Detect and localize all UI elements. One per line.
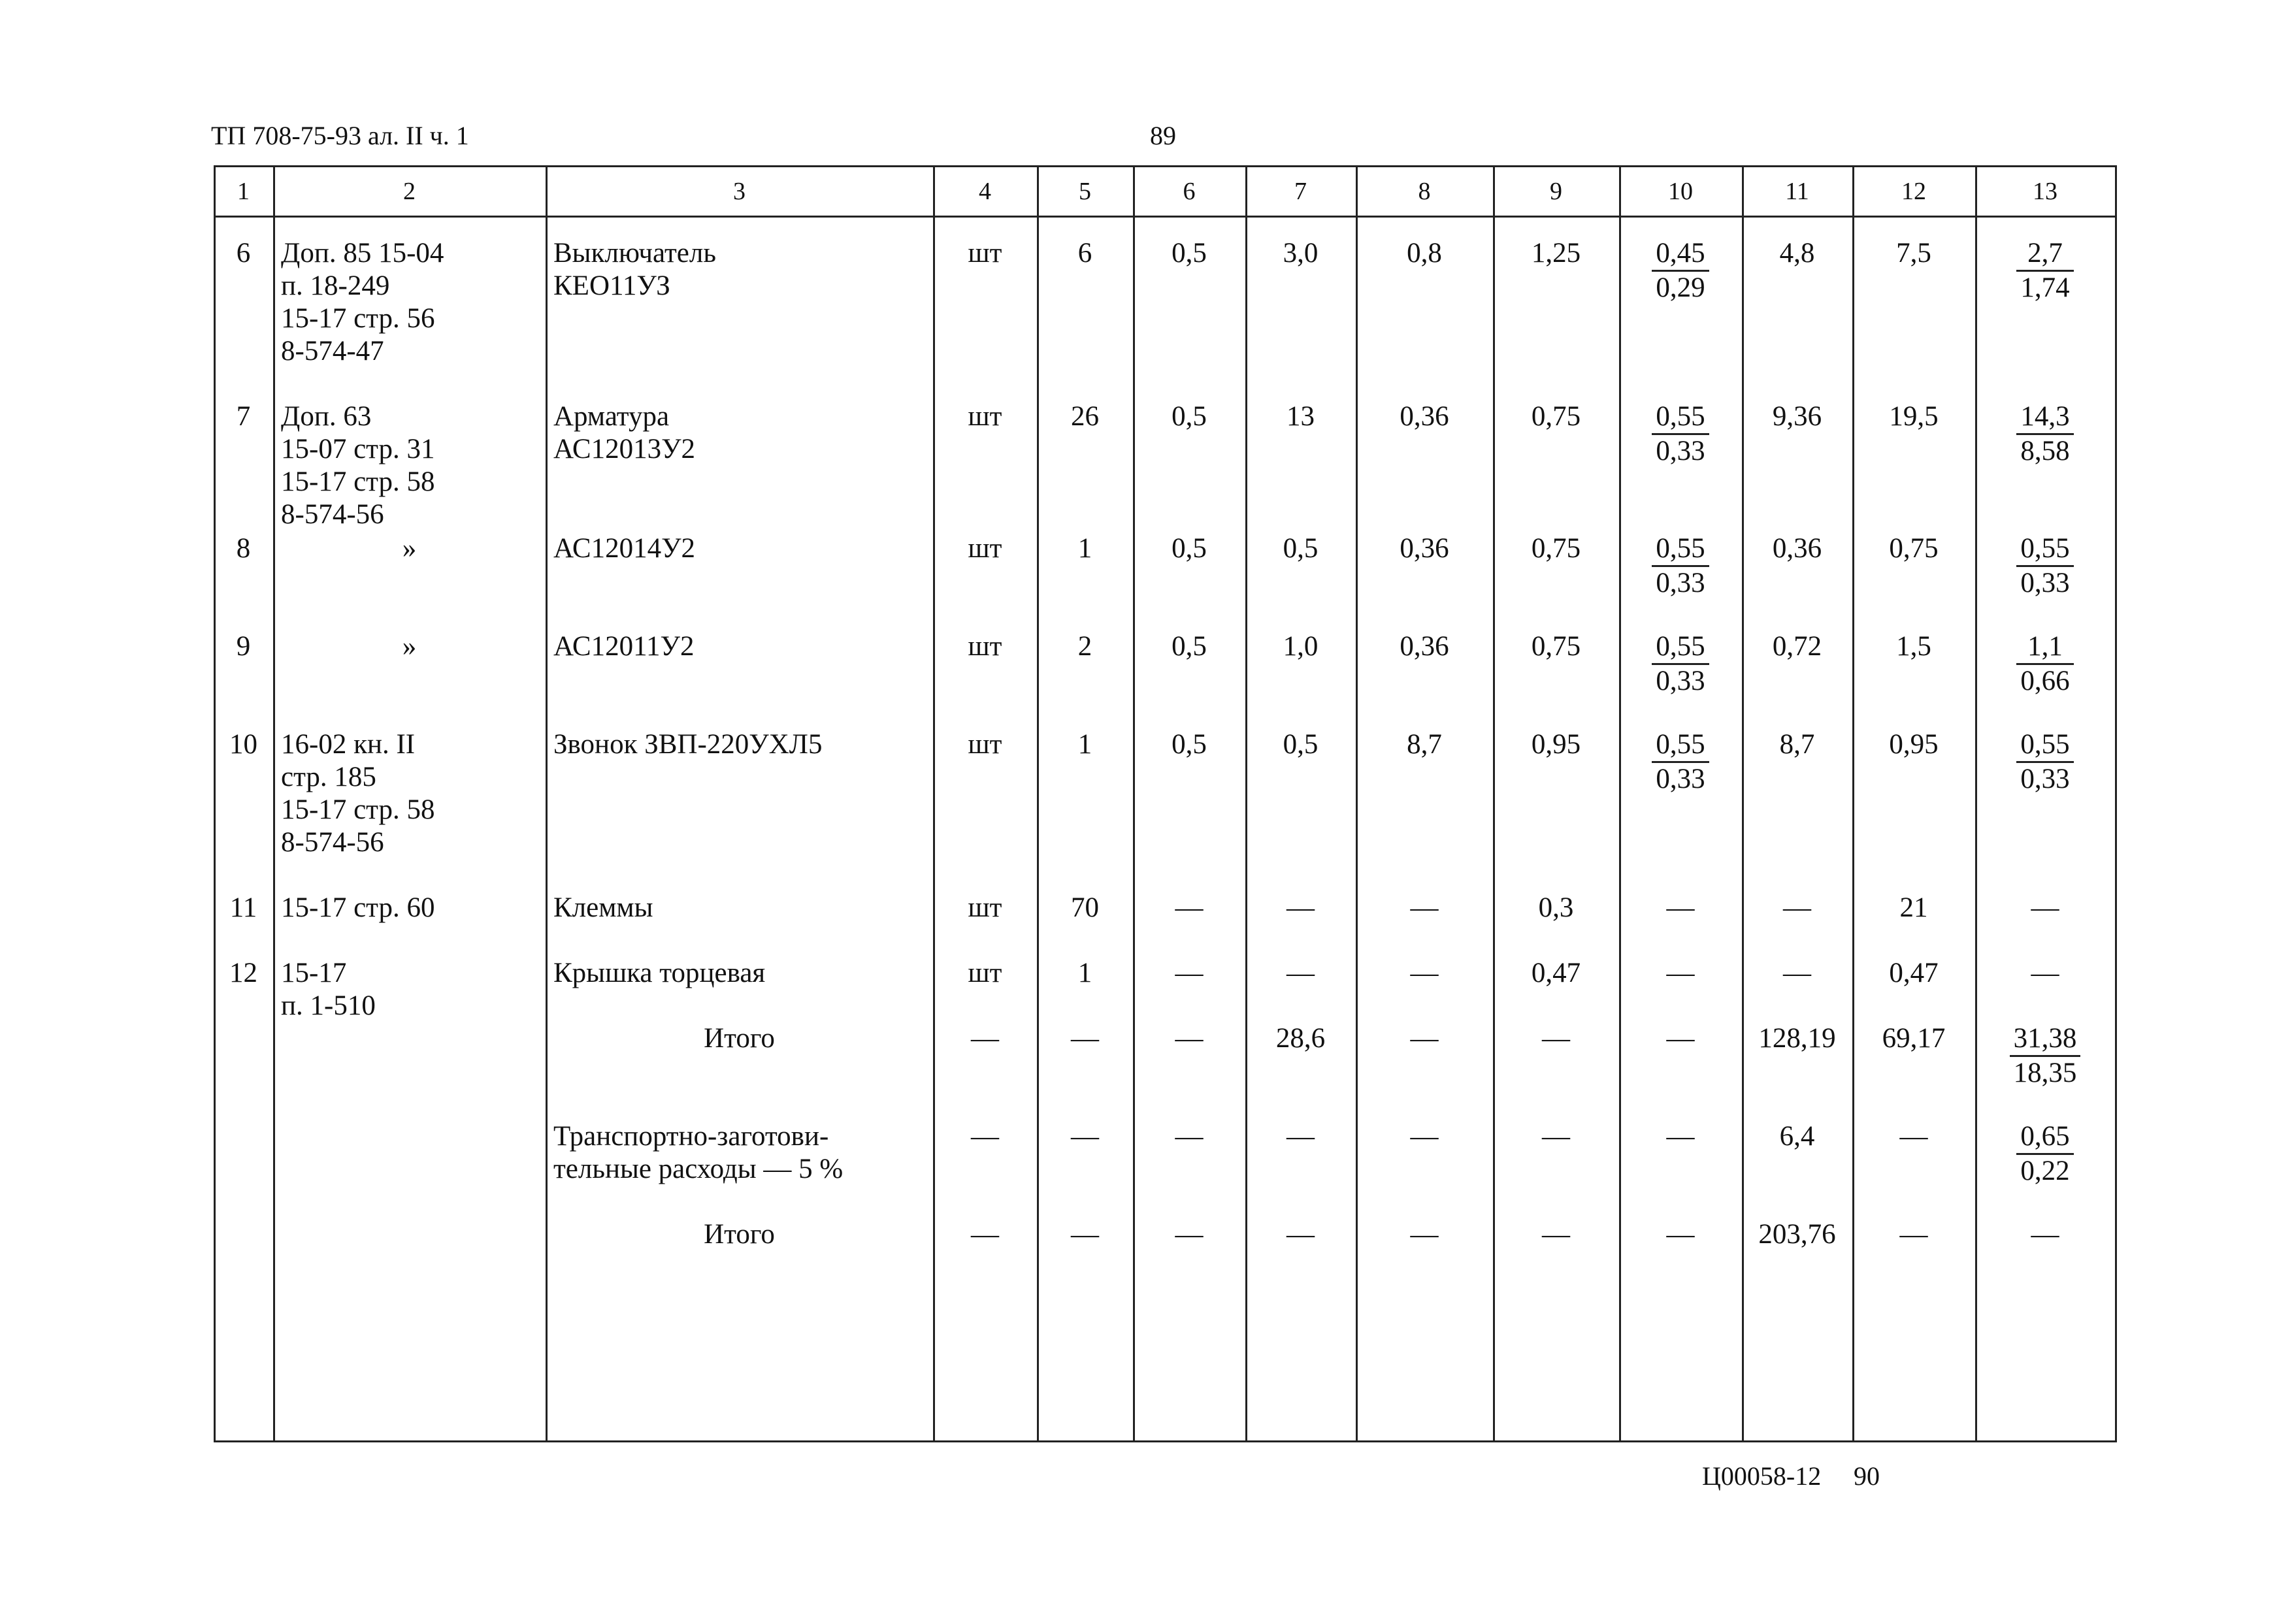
value-cell: 13	[1286, 401, 1315, 432]
fraction	[1652, 532, 1709, 600]
column-number: 4	[979, 178, 991, 205]
value-cell: 0,47	[1889, 958, 1939, 988]
value-cell: 0,5	[1283, 533, 1319, 564]
column-line	[214, 165, 216, 1440]
value-cell: 0,75	[1531, 401, 1581, 432]
value-cell: 2	[1077, 631, 1092, 662]
fraction	[2016, 1120, 2073, 1188]
fraction-cell	[1619, 400, 1742, 468]
summary-label: тельные расходы — 5 %	[553, 1154, 844, 1184]
column-number: 6	[1183, 178, 1196, 205]
reference-cell: 15-17 стр. 60	[281, 892, 435, 923]
value-cell: —	[1410, 1219, 1439, 1250]
value-cell: 0,75	[1531, 533, 1581, 564]
item-name: Арматура	[553, 401, 670, 432]
value-cell: 0,3	[1538, 892, 1574, 923]
value-cell: 1,5	[1896, 631, 1931, 662]
fraction-cell	[1975, 237, 2115, 304]
fraction-numerator: 31,38	[2010, 1022, 2081, 1057]
item-name: АС12014У2	[553, 533, 696, 564]
page-number: 89	[1150, 121, 1176, 150]
value-cell: —	[1410, 1121, 1439, 1152]
unit-cell: шт	[968, 631, 1002, 662]
column-number: 9	[1550, 178, 1562, 205]
value-cell: —	[1410, 958, 1439, 988]
value-cell: 26	[1071, 401, 1099, 432]
reference-cell: 15-17 стр. 58	[281, 466, 435, 497]
fraction-numerator: 0,55	[1652, 400, 1709, 435]
reference-cell: 15-17 стр. 56	[281, 303, 435, 334]
reference-cell: 15-17 стр. 58	[281, 794, 435, 825]
unit-cell: шт	[968, 729, 1002, 760]
value-cell: —	[1410, 892, 1439, 923]
value-cell: 0,36	[1400, 533, 1449, 564]
unit-cell: шт	[968, 533, 1002, 564]
value-cell: 0,36	[1772, 533, 1822, 564]
value-cell: 203,76	[1758, 1219, 1836, 1250]
value-cell: —	[2031, 1219, 2059, 1250]
fraction-denominator: 8,58	[2020, 436, 2070, 466]
fraction-numerator: 1,1	[2016, 630, 2073, 665]
reference-cell: »	[402, 533, 417, 564]
value-cell: 1	[1077, 729, 1092, 760]
reference-cell: 8-574-47	[281, 336, 384, 366]
value-cell: —	[1071, 1121, 1099, 1152]
footer-page-number: 90	[1854, 1461, 1880, 1491]
column-number: 3	[733, 178, 746, 205]
value-cell: —	[1542, 1121, 1570, 1152]
value-cell: 28,6	[1275, 1023, 1326, 1054]
column-line	[273, 165, 275, 1440]
unit-cell: шт	[968, 958, 1002, 988]
column-number: 11	[1785, 178, 1809, 205]
row-number: 11	[229, 892, 257, 923]
value-cell: 0,8	[1407, 238, 1442, 268]
value-cell: —	[1666, 1121, 1695, 1152]
column-number: 12	[1901, 178, 1926, 205]
value-cell: 4,8	[1779, 238, 1815, 268]
fraction-numerator: 0,55	[2016, 728, 2073, 763]
value-cell: 19,5	[1889, 401, 1939, 432]
value-cell: —	[1783, 958, 1811, 988]
fraction-numerator: 0,65	[2016, 1120, 2073, 1155]
fraction	[1652, 728, 1709, 796]
value-cell: 128,19	[1758, 1023, 1836, 1054]
unit-cell: —	[971, 1023, 999, 1054]
fraction	[2016, 630, 2073, 698]
summary-label: Итого	[704, 1023, 775, 1054]
value-cell: 0,95	[1531, 729, 1581, 760]
value-cell: —	[2031, 892, 2059, 923]
fraction	[1652, 400, 1709, 468]
item-name: Клеммы	[553, 892, 653, 923]
fraction-cell	[1975, 1120, 2115, 1188]
value-cell: 0,75	[1531, 631, 1581, 662]
unit-cell: шт	[968, 892, 1002, 923]
row-line	[214, 216, 2117, 218]
fraction-cell	[1975, 532, 2115, 600]
fraction-cell	[1619, 630, 1742, 698]
value-cell: —	[1175, 892, 1204, 923]
fraction-cell	[1975, 400, 2115, 468]
value-cell: 7,5	[1896, 238, 1931, 268]
row-number: 10	[229, 729, 257, 760]
value-cell: —	[1899, 1219, 1928, 1250]
reference-cell: п. 1-510	[281, 990, 376, 1021]
value-cell: 8,7	[1779, 729, 1815, 760]
value-cell: —	[1071, 1219, 1099, 1250]
row-number: 12	[229, 958, 257, 988]
item-name: АС12011У2	[553, 631, 695, 662]
fraction	[2016, 532, 2073, 600]
value-cell: —	[2031, 958, 2059, 988]
row-number: 9	[236, 631, 251, 662]
fraction-denominator: 0,33	[1656, 764, 1705, 794]
fraction-numerator: 0,55	[1652, 532, 1709, 567]
value-cell: —	[1666, 1219, 1695, 1250]
value-cell: —	[1666, 958, 1695, 988]
fraction	[1652, 630, 1709, 698]
fraction	[2016, 237, 2073, 304]
fraction-denominator: 0,33	[1656, 568, 1705, 598]
fraction-denominator: 0,33	[1656, 436, 1705, 466]
column-number: 2	[403, 178, 416, 205]
unit-cell: —	[971, 1219, 999, 1250]
value-cell: 21	[1899, 892, 1928, 923]
fraction-denominator: 0,33	[1656, 666, 1705, 696]
value-cell: 0,5	[1172, 238, 1207, 268]
value-cell: —	[1071, 1023, 1099, 1054]
value-cell: 69,17	[1882, 1023, 1946, 1054]
reference-cell: 15-07 стр. 31	[281, 434, 435, 464]
value-cell: —	[1175, 958, 1204, 988]
column-number: 5	[1079, 178, 1091, 205]
fraction	[2010, 1022, 2081, 1090]
fraction-denominator: 0,29	[1656, 272, 1705, 303]
value-cell: —	[1286, 1121, 1315, 1152]
fraction-numerator: 0,55	[1652, 728, 1709, 763]
value-cell: 0,75	[1889, 533, 1939, 564]
value-cell: —	[1175, 1023, 1204, 1054]
item-name: Крышка торцевая	[553, 958, 766, 988]
row-line	[214, 1440, 2117, 1442]
value-cell: 6	[1077, 238, 1092, 268]
value-cell: 0,5	[1172, 729, 1207, 760]
value-cell: 0,5	[1283, 729, 1319, 760]
reference-cell: »	[402, 631, 417, 662]
item-name: АС12013У2	[553, 434, 696, 464]
fraction-numerator: 14,3	[2016, 400, 2073, 435]
fraction-cell	[1975, 728, 2115, 796]
fraction-numerator: 2,7	[2016, 237, 2073, 272]
value-cell: 0,95	[1889, 729, 1939, 760]
value-cell: —	[1666, 1023, 1695, 1054]
fraction	[2016, 728, 2073, 796]
reference-cell: стр. 185	[281, 762, 376, 792]
value-cell: 0,72	[1772, 631, 1822, 662]
column-number: 13	[2033, 178, 2057, 205]
value-cell: 8,7	[1407, 729, 1442, 760]
value-cell: 1	[1077, 958, 1092, 988]
value-cell: —	[1286, 1219, 1315, 1250]
column-number: 10	[1668, 178, 1693, 205]
fraction-cell	[1619, 532, 1742, 600]
value-cell: —	[1899, 1121, 1928, 1152]
fraction-cell	[1619, 237, 1742, 304]
fraction-cell	[1975, 1022, 2115, 1090]
fraction-denominator: 18,35	[2013, 1058, 2077, 1088]
reference-cell: 16-02 кн. II	[281, 729, 416, 760]
fraction-cell	[1619, 728, 1742, 796]
item-name: КЕО11УЗ	[553, 270, 670, 301]
summary-label: Транспортно-заготови-	[553, 1121, 829, 1152]
unit-cell: шт	[968, 401, 1002, 432]
unit-cell: шт	[968, 238, 1002, 268]
fraction-numerator: 0,55	[2016, 532, 2073, 567]
value-cell: 0,5	[1172, 631, 1207, 662]
column-number: 7	[1294, 178, 1307, 205]
value-cell: —	[1542, 1219, 1570, 1250]
value-cell: 0,5	[1172, 401, 1207, 432]
value-cell: 9,36	[1772, 401, 1822, 432]
document-code: ТП 708-75-93 ал. II ч. 1	[211, 121, 469, 150]
value-cell: 70	[1071, 892, 1099, 923]
fraction-cell	[1975, 630, 2115, 698]
value-cell: 0,36	[1400, 631, 1449, 662]
item-name: Звонок ЗВП-220УХЛ5	[553, 729, 823, 760]
value-cell: —	[1666, 892, 1695, 923]
reference-cell: 8-574-56	[281, 827, 384, 858]
column-number: 1	[237, 178, 250, 205]
column-line	[2115, 165, 2117, 1440]
value-cell: —	[1542, 1023, 1570, 1054]
value-cell: 1	[1077, 533, 1092, 564]
reference-cell: 15-17	[281, 958, 347, 988]
reference-cell: п. 18-249	[281, 270, 390, 301]
fraction	[2016, 400, 2073, 468]
value-cell: —	[1286, 892, 1315, 923]
value-cell: 0,36	[1400, 401, 1449, 432]
fraction-numerator: 0,45	[1652, 237, 1709, 272]
footer-code: Ц00058-12	[1702, 1461, 1822, 1491]
value-cell: —	[1175, 1219, 1204, 1250]
unit-cell: —	[971, 1121, 999, 1152]
fraction-denominator: 0,22	[2020, 1156, 2070, 1186]
fraction-numerator: 0,55	[1652, 630, 1709, 665]
row-line	[214, 165, 2117, 167]
value-cell: 6,4	[1779, 1121, 1815, 1152]
fraction-denominator: 0,66	[2020, 666, 2070, 696]
value-cell: 0,47	[1531, 958, 1581, 988]
fraction-denominator: 0,33	[2020, 764, 2070, 794]
row-number: 8	[236, 533, 251, 564]
value-cell: 1,0	[1283, 631, 1319, 662]
value-cell: —	[1783, 892, 1811, 923]
value-cell: —	[1410, 1023, 1439, 1054]
value-cell: —	[1175, 1121, 1204, 1152]
value-cell: 0,5	[1172, 533, 1207, 564]
value-cell: 1,25	[1531, 238, 1581, 268]
fraction	[1652, 237, 1709, 304]
item-name: Выключатель	[553, 238, 716, 268]
row-number: 6	[236, 238, 251, 268]
value-cell: —	[1286, 958, 1315, 988]
summary-label: Итого	[704, 1219, 775, 1250]
fraction-denominator: 0,33	[2020, 568, 2070, 598]
reference-cell: Доп. 85 15-04	[281, 238, 444, 268]
fraction-denominator: 1,74	[2020, 272, 2070, 303]
reference-cell: Доп. 63	[281, 401, 372, 432]
reference-cell: 8-574-56	[281, 499, 384, 530]
column-number: 8	[1418, 178, 1431, 205]
value-cell: 3,0	[1283, 238, 1319, 268]
row-number: 7	[236, 401, 251, 432]
